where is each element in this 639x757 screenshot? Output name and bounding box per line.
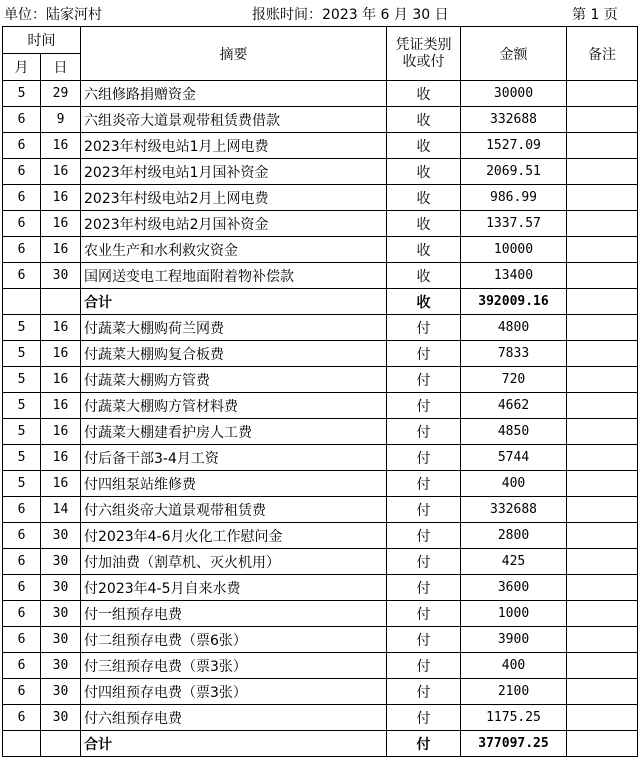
summary-cell: 付2023年4-6月火化工作慰问金 bbox=[81, 523, 387, 549]
summary-cell: 付蔬菜大棚建看护房人工费 bbox=[81, 419, 387, 445]
summary-cell: 2023年村级电站1月上网电费 bbox=[81, 133, 387, 159]
amount-cell: 10000 bbox=[461, 237, 567, 263]
day-cell: 30 bbox=[41, 653, 81, 679]
table-row bbox=[3, 107, 638, 133]
day-cell: 30 bbox=[41, 263, 81, 289]
voucher-type-line2: 收或付 bbox=[402, 53, 445, 70]
table-row bbox=[3, 445, 638, 471]
ledger-body bbox=[3, 81, 638, 757]
remark-cell bbox=[567, 601, 638, 627]
summary-cell: 2023年村级电站2月国补资金 bbox=[81, 211, 387, 237]
voucher-type-cell: 付 bbox=[387, 601, 461, 627]
voucher-type-cell: 收 bbox=[387, 81, 461, 107]
amount-cell: 2069.51 bbox=[461, 159, 567, 185]
remark-cell bbox=[567, 393, 638, 419]
day-cell: 30 bbox=[41, 575, 81, 601]
voucher-type-cell: 付 bbox=[387, 575, 461, 601]
table-row bbox=[3, 133, 638, 159]
summary-cell: 付蔬菜大棚购荷兰网费 bbox=[81, 315, 387, 341]
remark-cell bbox=[567, 315, 638, 341]
day-cell: 30 bbox=[41, 627, 81, 653]
remark-cell bbox=[567, 445, 638, 471]
table-row bbox=[3, 367, 638, 393]
voucher-type-cell: 付 bbox=[387, 497, 461, 523]
table-row bbox=[3, 679, 638, 705]
day-cell: 16 bbox=[41, 419, 81, 445]
voucher-type-cell: 付 bbox=[387, 315, 461, 341]
total-type: 收 bbox=[387, 289, 461, 315]
remark-cell bbox=[567, 419, 638, 445]
month-cell: 6 bbox=[3, 523, 41, 549]
amount-header: 金额 bbox=[461, 27, 567, 81]
total-label: 合计 bbox=[81, 731, 387, 757]
table-row bbox=[3, 601, 638, 627]
summary-cell: 付后备干部3-4月工资 bbox=[81, 445, 387, 471]
voucher-type-cell: 付 bbox=[387, 679, 461, 705]
month-header: 月 bbox=[3, 54, 41, 81]
amount-cell: 400 bbox=[461, 471, 567, 497]
summary-cell: 2023年村级电站1月国补资金 bbox=[81, 159, 387, 185]
summary-cell: 付四组泵站维修费 bbox=[81, 471, 387, 497]
summary-cell: 2023年村级电站2月上网电费 bbox=[81, 185, 387, 211]
month-cell: 5 bbox=[3, 393, 41, 419]
amount-cell: 332688 bbox=[461, 497, 567, 523]
voucher-type-cell: 付 bbox=[387, 523, 461, 549]
summary-cell: 付六组预存电费 bbox=[81, 705, 387, 731]
amount-cell: 7833 bbox=[461, 341, 567, 367]
total-label: 合计 bbox=[81, 289, 387, 315]
amount-cell: 986.99 bbox=[461, 185, 567, 211]
day-cell: 30 bbox=[41, 679, 81, 705]
voucher-type-cell: 付 bbox=[387, 471, 461, 497]
summary-cell: 付四组预存电费（票3张） bbox=[81, 679, 387, 705]
voucher-type-header bbox=[387, 27, 461, 81]
day-cell: 16 bbox=[41, 367, 81, 393]
day-cell: 16 bbox=[41, 133, 81, 159]
amount-cell: 332688 bbox=[461, 107, 567, 133]
ledger-table bbox=[2, 26, 638, 757]
table-row bbox=[3, 575, 638, 601]
summary-cell: 国网送变电工程地面附着物补偿款 bbox=[81, 263, 387, 289]
day-cell: 16 bbox=[41, 471, 81, 497]
report-time-label: 报账时间：2023 年 6 月 30 日 bbox=[252, 7, 449, 23]
voucher-type-cell: 收 bbox=[387, 237, 461, 263]
total-amount: 392009.16 bbox=[461, 289, 567, 315]
remark-cell bbox=[567, 263, 638, 289]
summary-cell: 六组修路捐赠资金 bbox=[81, 81, 387, 107]
month-cell: 5 bbox=[3, 81, 41, 107]
day-cell: 9 bbox=[41, 107, 81, 133]
remark-cell bbox=[567, 705, 638, 731]
total-row bbox=[3, 289, 638, 315]
month-cell: 6 bbox=[3, 627, 41, 653]
remark-cell bbox=[567, 185, 638, 211]
amount-cell: 400 bbox=[461, 653, 567, 679]
month-cell: 5 bbox=[3, 445, 41, 471]
voucher-type-cell: 付 bbox=[387, 445, 461, 471]
table-row bbox=[3, 549, 638, 575]
voucher-type-cell: 收 bbox=[387, 133, 461, 159]
month-cell: 5 bbox=[3, 471, 41, 497]
month-cell: 5 bbox=[3, 315, 41, 341]
table-row bbox=[3, 263, 638, 289]
day-cell: 16 bbox=[41, 315, 81, 341]
remark-cell bbox=[567, 679, 638, 705]
voucher-type-cell: 收 bbox=[387, 263, 461, 289]
month-cell bbox=[3, 731, 41, 757]
day-cell: 14 bbox=[41, 497, 81, 523]
day-cell: 16 bbox=[41, 185, 81, 211]
day-cell: 16 bbox=[41, 445, 81, 471]
table-row bbox=[3, 159, 638, 185]
summary-cell: 付2023年4-5月自来水费 bbox=[81, 575, 387, 601]
remark-cell bbox=[567, 159, 638, 185]
table-row bbox=[3, 211, 638, 237]
summary-cell: 付蔬菜大棚购方管材料费 bbox=[81, 393, 387, 419]
day-cell: 29 bbox=[41, 81, 81, 107]
month-cell: 6 bbox=[3, 705, 41, 731]
summary-cell: 付蔬菜大棚购复合板费 bbox=[81, 341, 387, 367]
month-cell: 5 bbox=[3, 367, 41, 393]
month-cell: 6 bbox=[3, 601, 41, 627]
table-row bbox=[3, 653, 638, 679]
page-number: 第 1 页 bbox=[572, 7, 618, 23]
summary-cell: 付加油费（割草机、灭火机用） bbox=[81, 549, 387, 575]
table-row bbox=[3, 497, 638, 523]
table-row bbox=[3, 393, 638, 419]
amount-cell: 720 bbox=[461, 367, 567, 393]
month-cell: 6 bbox=[3, 549, 41, 575]
report-header bbox=[0, 0, 639, 26]
table-row bbox=[3, 237, 638, 263]
summary-cell: 六组炎帝大道景观带租赁费借款 bbox=[81, 107, 387, 133]
amount-cell: 3900 bbox=[461, 627, 567, 653]
table-row bbox=[3, 315, 638, 341]
unit-label: 单位：陆家河村 bbox=[4, 7, 102, 23]
table-row bbox=[3, 471, 638, 497]
amount-cell: 4800 bbox=[461, 315, 567, 341]
amount-cell: 4850 bbox=[461, 419, 567, 445]
month-cell: 6 bbox=[3, 653, 41, 679]
summary-cell: 付六组炎帝大道景观带租赁费 bbox=[81, 497, 387, 523]
amount-cell: 3600 bbox=[461, 575, 567, 601]
amount-cell: 2100 bbox=[461, 679, 567, 705]
day-cell: 30 bbox=[41, 549, 81, 575]
month-cell: 6 bbox=[3, 575, 41, 601]
month-cell: 5 bbox=[3, 419, 41, 445]
day-cell: 30 bbox=[41, 705, 81, 731]
voucher-type-line1: 凭证类别 bbox=[395, 36, 452, 53]
day-cell: 16 bbox=[41, 237, 81, 263]
day-cell: 30 bbox=[41, 601, 81, 627]
summary-cell: 付一组预存电费 bbox=[81, 601, 387, 627]
amount-cell: 2800 bbox=[461, 523, 567, 549]
voucher-type-cell: 付 bbox=[387, 705, 461, 731]
total-type: 付 bbox=[387, 731, 461, 757]
voucher-type-cell: 付 bbox=[387, 393, 461, 419]
summary-cell: 付三组预存电费（票3张） bbox=[81, 653, 387, 679]
day-cell: 16 bbox=[41, 211, 81, 237]
remark-header: 备注 bbox=[567, 27, 638, 81]
voucher-type-cell: 收 bbox=[387, 159, 461, 185]
remark-cell bbox=[567, 653, 638, 679]
table-row bbox=[3, 705, 638, 731]
voucher-type-cell: 收 bbox=[387, 211, 461, 237]
remark-cell bbox=[567, 549, 638, 575]
summary-cell: 付蔬菜大棚购方管费 bbox=[81, 367, 387, 393]
summary-header: 摘要 bbox=[81, 27, 387, 81]
amount-cell: 425 bbox=[461, 549, 567, 575]
remark-cell bbox=[567, 211, 638, 237]
remark-cell bbox=[567, 575, 638, 601]
remark-cell bbox=[567, 523, 638, 549]
table-row bbox=[3, 523, 638, 549]
month-cell: 6 bbox=[3, 263, 41, 289]
amount-cell: 1000 bbox=[461, 601, 567, 627]
remark-cell bbox=[567, 133, 638, 159]
remark-cell bbox=[567, 731, 638, 757]
remark-cell bbox=[567, 627, 638, 653]
remark-cell bbox=[567, 237, 638, 263]
voucher-type-cell: 收 bbox=[387, 185, 461, 211]
month-cell: 6 bbox=[3, 107, 41, 133]
month-cell: 6 bbox=[3, 497, 41, 523]
month-cell: 6 bbox=[3, 211, 41, 237]
day-cell: 16 bbox=[41, 159, 81, 185]
voucher-type-cell: 付 bbox=[387, 627, 461, 653]
amount-cell: 30000 bbox=[461, 81, 567, 107]
remark-cell bbox=[567, 497, 638, 523]
amount-cell: 13400 bbox=[461, 263, 567, 289]
day-cell: 16 bbox=[41, 393, 81, 419]
voucher-type-cell: 付 bbox=[387, 653, 461, 679]
voucher-type-cell: 收 bbox=[387, 107, 461, 133]
remark-cell bbox=[567, 289, 638, 315]
table-row bbox=[3, 419, 638, 445]
amount-cell: 1337.57 bbox=[461, 211, 567, 237]
voucher-type-cell: 付 bbox=[387, 367, 461, 393]
day-cell bbox=[41, 731, 81, 757]
amount-cell: 1175.25 bbox=[461, 705, 567, 731]
total-row bbox=[3, 731, 638, 757]
remark-cell bbox=[567, 107, 638, 133]
month-cell: 5 bbox=[3, 341, 41, 367]
summary-cell: 农业生产和水利救灾资金 bbox=[81, 237, 387, 263]
voucher-type-cell: 付 bbox=[387, 419, 461, 445]
remark-cell bbox=[567, 341, 638, 367]
remark-cell bbox=[567, 367, 638, 393]
voucher-type-cell: 付 bbox=[387, 549, 461, 575]
time-header: 时间 bbox=[3, 27, 81, 54]
remark-cell bbox=[567, 81, 638, 107]
day-header: 日 bbox=[41, 54, 81, 81]
day-cell: 30 bbox=[41, 523, 81, 549]
day-cell: 16 bbox=[41, 341, 81, 367]
day-cell bbox=[41, 289, 81, 315]
month-cell: 6 bbox=[3, 185, 41, 211]
month-cell: 6 bbox=[3, 159, 41, 185]
total-amount: 377097.25 bbox=[461, 731, 567, 757]
table-row bbox=[3, 627, 638, 653]
table-row bbox=[3, 185, 638, 211]
table-row bbox=[3, 341, 638, 367]
summary-cell: 付二组预存电费（票6张） bbox=[81, 627, 387, 653]
amount-cell: 1527.09 bbox=[461, 133, 567, 159]
amount-cell: 4662 bbox=[461, 393, 567, 419]
month-cell: 6 bbox=[3, 679, 41, 705]
amount-cell: 5744 bbox=[461, 445, 567, 471]
month-cell bbox=[3, 289, 41, 315]
remark-cell bbox=[567, 471, 638, 497]
table-row bbox=[3, 81, 638, 107]
voucher-type-cell: 付 bbox=[387, 341, 461, 367]
month-cell: 6 bbox=[3, 133, 41, 159]
month-cell: 6 bbox=[3, 237, 41, 263]
